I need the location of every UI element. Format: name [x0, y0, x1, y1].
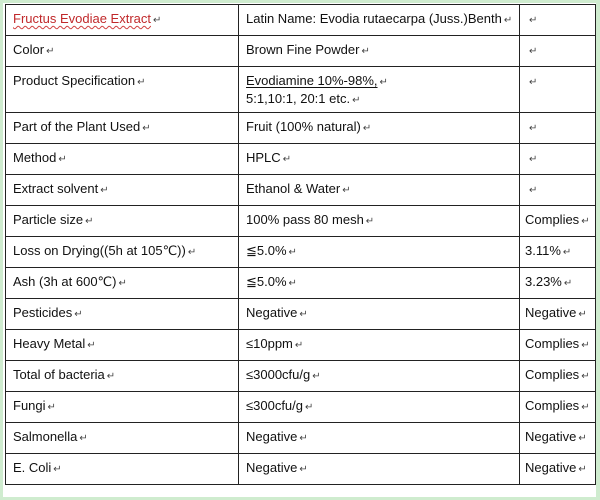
cell-value	[239, 423, 520, 454]
paragraph-mark-icon: ↵	[365, 216, 375, 227]
result-value: Complies	[525, 367, 580, 382]
paragraph-mark-icon: ↵	[305, 402, 314, 413]
paragraph-mark-icon: ↵	[563, 278, 573, 289]
cell-product-name	[6, 5, 239, 36]
result-value: Negative	[525, 460, 577, 475]
paragraph-mark-icon: ↵	[294, 340, 304, 351]
table-row	[6, 299, 596, 330]
row-label: Color	[13, 42, 45, 57]
cell-result	[520, 361, 596, 392]
cell-value	[239, 454, 520, 485]
paragraph-mark-icon: ↵	[379, 77, 388, 88]
table-row	[6, 392, 596, 423]
cell-value	[239, 144, 520, 175]
paragraph-mark-icon: ↵	[153, 15, 162, 26]
paragraph-mark-icon: ↵	[581, 402, 590, 413]
paragraph-mark-icon: ↵	[74, 309, 83, 320]
row-label: Ash (3h at 600℃)	[13, 274, 117, 289]
paragraph-mark-icon: ↵	[578, 309, 587, 320]
cell-value	[239, 206, 520, 237]
paragraph-mark-icon: ↵	[578, 464, 587, 475]
row-label: Salmonella	[13, 429, 78, 444]
cell-result	[520, 36, 596, 67]
row-value: Ethanol & Water	[246, 181, 341, 196]
paragraph-mark-icon: ↵	[85, 216, 94, 227]
paragraph-mark-icon: ↵	[282, 154, 292, 165]
cell-label	[6, 299, 239, 330]
cell-value	[239, 361, 520, 392]
row-value: Fruit (100% natural)	[246, 119, 361, 134]
paragraph-mark-icon: ↵	[299, 433, 308, 444]
paragraph-mark-icon: ↵	[529, 46, 538, 57]
paragraph-mark-icon: ↵	[529, 123, 538, 134]
result-value: Complies	[525, 398, 580, 413]
row-value-line-2: 5:1,10:1, 20:1 etc.	[246, 91, 351, 106]
cell-result	[520, 237, 596, 268]
table-row	[6, 36, 596, 67]
paragraph-mark-icon: ↵	[118, 278, 127, 289]
cell-value	[239, 113, 520, 144]
cell-label	[6, 237, 239, 268]
cell-result	[520, 392, 596, 423]
cell-value	[239, 330, 520, 361]
paragraph-mark-icon: ↵	[581, 216, 590, 227]
paragraph-mark-icon: ↵	[581, 371, 590, 382]
cell-result	[520, 206, 596, 237]
paragraph-mark-icon: ↵	[503, 15, 513, 26]
paragraph-mark-icon: ↵	[299, 464, 308, 475]
table-row	[6, 423, 596, 454]
paragraph-mark-icon: ↵	[47, 402, 56, 413]
cell-result	[520, 423, 596, 454]
paragraph-mark-icon: ↵	[529, 15, 538, 26]
table-row	[6, 330, 596, 361]
cell-result	[520, 5, 596, 36]
cell-result	[520, 67, 596, 113]
row-label: Pesticides	[13, 305, 73, 320]
table-row	[6, 5, 596, 36]
cell-label	[6, 113, 239, 144]
paragraph-mark-icon: ↵	[288, 278, 297, 289]
paragraph-mark-icon: ↵	[529, 185, 538, 196]
cell-label	[6, 206, 239, 237]
paragraph-mark-icon: ↵	[352, 95, 361, 106]
paragraph-mark-icon: ↵	[142, 123, 151, 134]
cell-label	[6, 36, 239, 67]
paragraph-mark-icon: ↵	[581, 340, 590, 351]
paragraph-mark-icon: ↵	[342, 185, 351, 196]
paragraph-mark-icon: ↵	[87, 340, 96, 351]
cell-label	[6, 175, 239, 206]
row-label: Fungi	[13, 398, 46, 413]
document-page	[3, 3, 596, 497]
row-label: Method	[13, 150, 57, 165]
paragraph-mark-icon: ↵	[361, 46, 370, 57]
latin-name-value: Latin Name: Evodia rutaecarpa (Juss.)Benth	[246, 11, 502, 26]
row-label: Extract solvent	[13, 181, 99, 196]
row-value: Evodiamine 10%-98%,	[246, 73, 378, 88]
paragraph-mark-icon: ↵	[578, 433, 587, 444]
row-value: Negative	[246, 460, 298, 475]
paragraph-mark-icon: ↵	[529, 77, 538, 88]
paragraph-mark-icon: ↵	[100, 185, 109, 196]
cell-label	[6, 392, 239, 423]
cell-label	[6, 361, 239, 392]
cell-value	[239, 268, 520, 299]
cell-value	[239, 392, 520, 423]
row-label: Heavy Metal	[13, 336, 86, 351]
row-label: Particle size	[13, 212, 84, 227]
row-value: Negative	[246, 305, 298, 320]
table-row	[6, 144, 596, 175]
row-label: Part of the Plant Used	[13, 119, 141, 134]
cell-result	[520, 113, 596, 144]
specification-table	[5, 4, 596, 485]
cell-label	[6, 330, 239, 361]
row-label: E. Coli	[13, 460, 52, 475]
paragraph-mark-icon: ↵	[312, 371, 321, 382]
row-label: Loss on Drying((5h at 105℃))	[13, 243, 186, 258]
paragraph-mark-icon: ↵	[46, 46, 55, 57]
row-label: Total of bacteria	[13, 367, 105, 382]
product-name: Fructus Evodiae Extract	[13, 11, 151, 26]
cell-value	[239, 67, 520, 113]
cell-label	[6, 268, 239, 299]
cell-value	[239, 237, 520, 268]
table-row	[6, 268, 596, 299]
row-value: HPLC	[246, 150, 281, 165]
cell-result	[520, 175, 596, 206]
row-value: Brown Fine Powder	[246, 42, 360, 57]
cell-label	[6, 423, 239, 454]
paragraph-mark-icon: ↵	[58, 154, 67, 165]
result-value: Negative	[525, 305, 577, 320]
table-row	[6, 237, 596, 268]
cell-result	[520, 454, 596, 485]
cell-result	[520, 268, 596, 299]
cell-latin-name	[239, 5, 520, 36]
row-label: Product Specification	[13, 73, 136, 88]
paragraph-mark-icon: ↵	[529, 154, 538, 165]
cell-label	[6, 454, 239, 485]
result-value: Complies	[525, 212, 580, 227]
result-value: Complies	[525, 336, 580, 351]
cell-value	[239, 175, 520, 206]
cell-result	[520, 299, 596, 330]
row-value: ≤10ppm	[246, 336, 293, 351]
paragraph-mark-icon: ↵	[562, 247, 572, 258]
cell-value	[239, 36, 520, 67]
row-value: Negative	[246, 429, 298, 444]
result-value: Negative	[525, 429, 577, 444]
table-row	[6, 361, 596, 392]
result-value: 3.11%	[525, 243, 561, 258]
table-row	[6, 67, 596, 113]
paragraph-mark-icon: ↵	[187, 247, 197, 258]
cell-result	[520, 330, 596, 361]
cell-label	[6, 144, 239, 175]
table-row	[6, 113, 596, 144]
paragraph-mark-icon: ↵	[288, 247, 297, 258]
row-value: ≦5.0%	[246, 243, 287, 258]
table-row	[6, 206, 596, 237]
row-value: ≤3000cfu/g	[246, 367, 311, 382]
paragraph-mark-icon: ↵	[137, 77, 146, 88]
cell-value	[239, 299, 520, 330]
row-value: ≦5.0%	[246, 274, 287, 289]
row-value: ≤300cfu/g	[246, 398, 304, 413]
table-row	[6, 175, 596, 206]
paragraph-mark-icon: ↵	[362, 123, 372, 134]
row-value: 100% pass 80 mesh	[246, 212, 364, 227]
paragraph-mark-icon: ↵	[79, 433, 88, 444]
paragraph-mark-icon: ↵	[53, 464, 62, 475]
paragraph-mark-icon: ↵	[299, 309, 308, 320]
table-row	[6, 454, 596, 485]
paragraph-mark-icon: ↵	[106, 371, 116, 382]
cell-label	[6, 67, 239, 113]
result-value: 3.23%	[525, 274, 562, 289]
cell-result	[520, 144, 596, 175]
